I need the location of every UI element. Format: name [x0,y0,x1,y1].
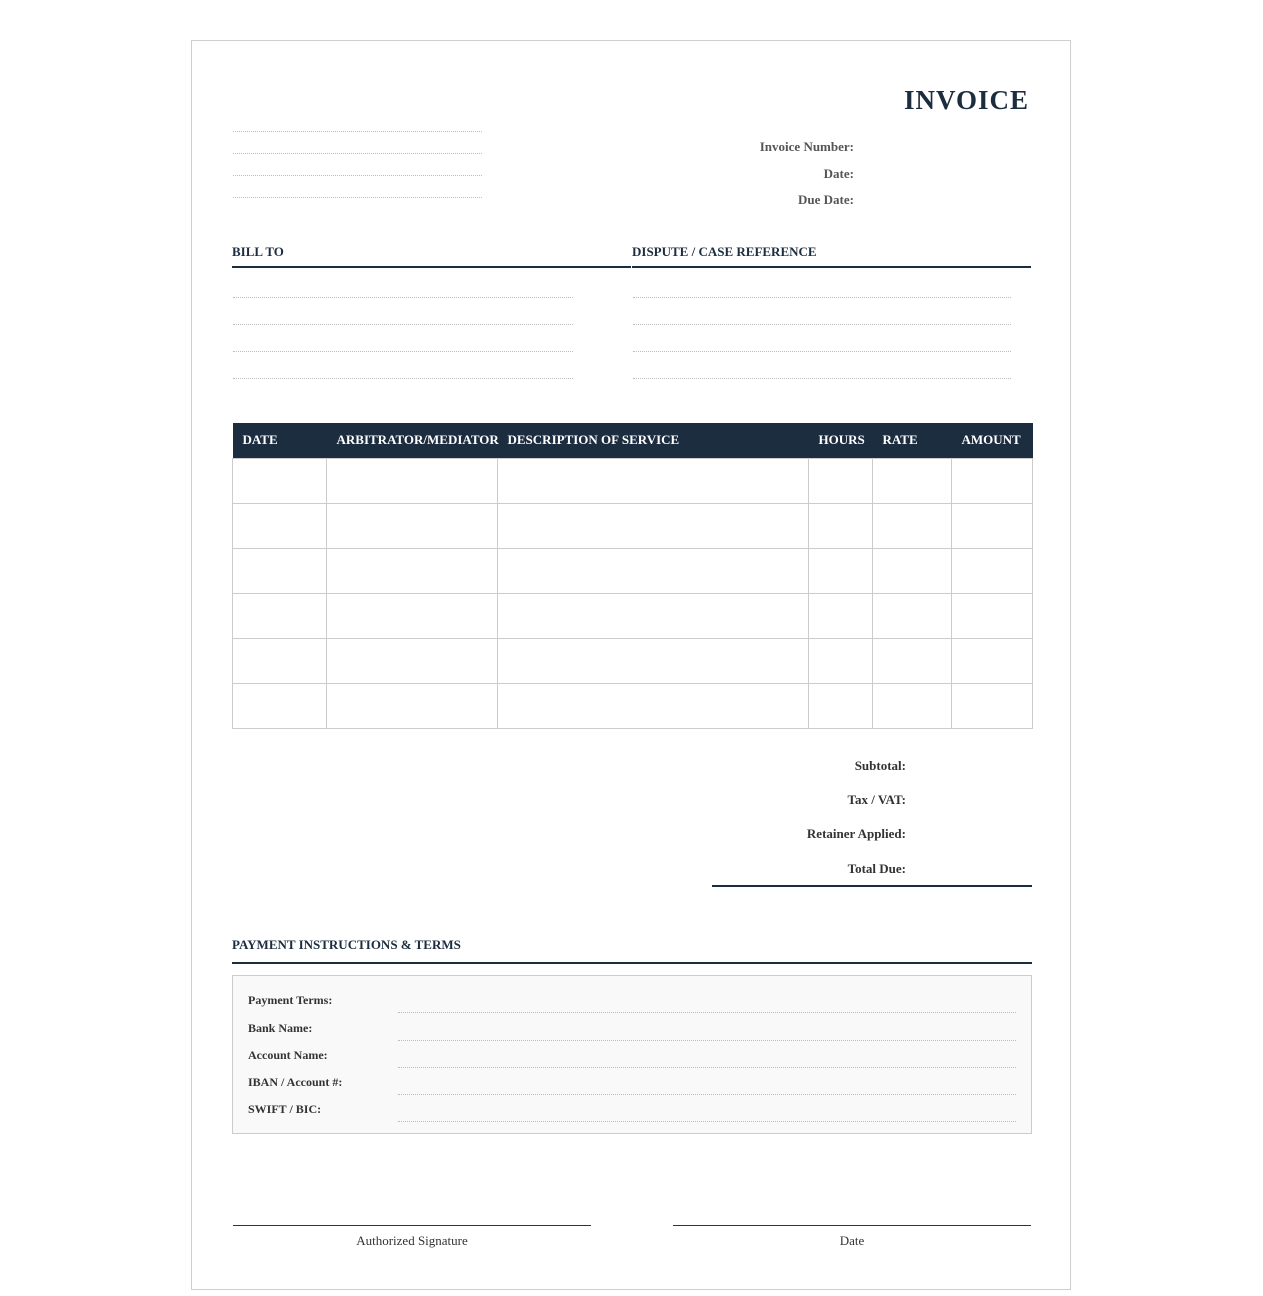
payment-heading-label: PAYMENT INSTRUCTIONS & TERMS [232,937,461,952]
payment-terms-row [248,991,1016,1013]
description-column-header: DESCRIPTION OF SERVICE [498,423,809,458]
table-cell[interactable] [233,593,327,638]
bank-name-row [248,1019,1016,1041]
table-cell[interactable] [873,683,952,728]
invoice-date-label: Date: [823,166,854,181]
table-row [233,503,1033,548]
table-cell[interactable] [809,503,873,548]
table-row [233,683,1033,728]
table-cell[interactable] [952,503,1033,548]
table-cell[interactable] [809,458,873,503]
payment-terms-label: Payment Terms: [248,993,333,1007]
table-cell[interactable] [873,503,952,548]
authorized-signature-label: Authorized Signature [356,1233,468,1248]
invoice-title: INVOICE [904,85,1029,115]
table-cell[interactable] [327,548,498,593]
table-cell[interactable] [233,683,327,728]
bill-to-line-1[interactable] [233,297,573,298]
sender-line-4[interactable] [233,197,482,198]
table-cell[interactable] [873,548,952,593]
bank-name-field[interactable] [398,1040,1016,1041]
bill-to-label: BILL TO [232,244,284,259]
table-cell[interactable] [952,548,1033,593]
payment-heading [232,937,1032,964]
bank-name-label: Bank Name: [248,1021,313,1035]
table-cell[interactable] [327,683,498,728]
total-due-label: Total Due: [847,861,906,876]
table-cell[interactable] [873,638,952,683]
table-cell[interactable] [233,458,327,503]
table-cell[interactable] [809,593,873,638]
iban-row [248,1073,1016,1095]
iban-field[interactable] [398,1094,1016,1095]
payment-box [232,975,1032,1134]
table-cell[interactable] [498,593,809,638]
table-cell[interactable] [233,638,327,683]
subtotal-label: Subtotal: [854,758,906,773]
arbitrator-column-header: ARBITRATOR/MEDIATOR [327,423,498,458]
table-cell[interactable] [952,458,1033,503]
swift-row [248,1100,1016,1122]
table-cell[interactable] [952,593,1033,638]
table-cell[interactable] [498,638,809,683]
rate-column-header: RATE [873,423,952,458]
dispute-line-2[interactable] [633,324,1011,325]
swift-field[interactable] [398,1121,1016,1122]
invoice-page [191,40,1071,1290]
table-cell[interactable] [327,593,498,638]
payment-terms-field[interactable] [398,1012,1016,1013]
dispute-line-1[interactable] [633,297,1011,298]
table-cell[interactable] [809,683,873,728]
signature-date-label: Date [839,1233,865,1248]
table-cell[interactable] [952,638,1033,683]
date-column-header: DATE [233,423,327,458]
account-name-row [248,1046,1016,1068]
sender-line-2[interactable] [233,153,482,154]
total-due-rule [712,885,1032,887]
swift-label: SWIFT / BIC: [248,1102,322,1116]
sender-line-3[interactable] [233,175,482,176]
table-cell[interactable] [498,683,809,728]
amount-column-header: AMOUNT [952,423,1033,458]
table-cell[interactable] [873,458,952,503]
bill-to-line-3[interactable] [233,351,573,352]
dispute-line-3[interactable] [633,351,1011,352]
dispute-reference-heading [632,245,1031,268]
hours-column-header: HOURS [809,423,873,458]
table-cell[interactable] [233,503,327,548]
bill-to-heading [232,245,631,268]
bill-to-line-4[interactable] [233,378,573,379]
tax-vat-label: Tax / VAT: [847,792,906,807]
table-row [233,458,1033,503]
table-cell[interactable] [498,458,809,503]
retainer-applied-label: Retainer Applied: [806,826,906,841]
table-row [233,548,1033,593]
table-cell[interactable] [327,503,498,548]
bill-to-line-2[interactable] [233,324,573,325]
table-row [233,638,1033,683]
table-cell[interactable] [873,593,952,638]
table-cell[interactable] [498,503,809,548]
table-cell[interactable] [327,458,498,503]
iban-label: IBAN / Account #: [248,1075,343,1089]
table-cell[interactable] [952,683,1033,728]
authorized-signature-line[interactable] [233,1225,591,1226]
due-date-label: Due Date: [798,192,854,207]
table-cell[interactable] [233,548,327,593]
table-cell[interactable] [498,548,809,593]
table-header-row [233,423,1033,458]
table-row [233,593,1033,638]
account-name-field[interactable] [398,1067,1016,1068]
table-cell[interactable] [809,548,873,593]
table-cell[interactable] [809,638,873,683]
signature-date-line[interactable] [673,1225,1031,1226]
table-cell[interactable] [327,638,498,683]
invoice-number-label: Invoice Number: [759,139,854,154]
services-table [232,423,1033,729]
dispute-reference-label: DISPUTE / CASE REFERENCE [632,244,817,259]
account-name-label: Account Name: [248,1048,328,1062]
dispute-line-4[interactable] [633,378,1011,379]
sender-line-1[interactable] [233,131,482,132]
